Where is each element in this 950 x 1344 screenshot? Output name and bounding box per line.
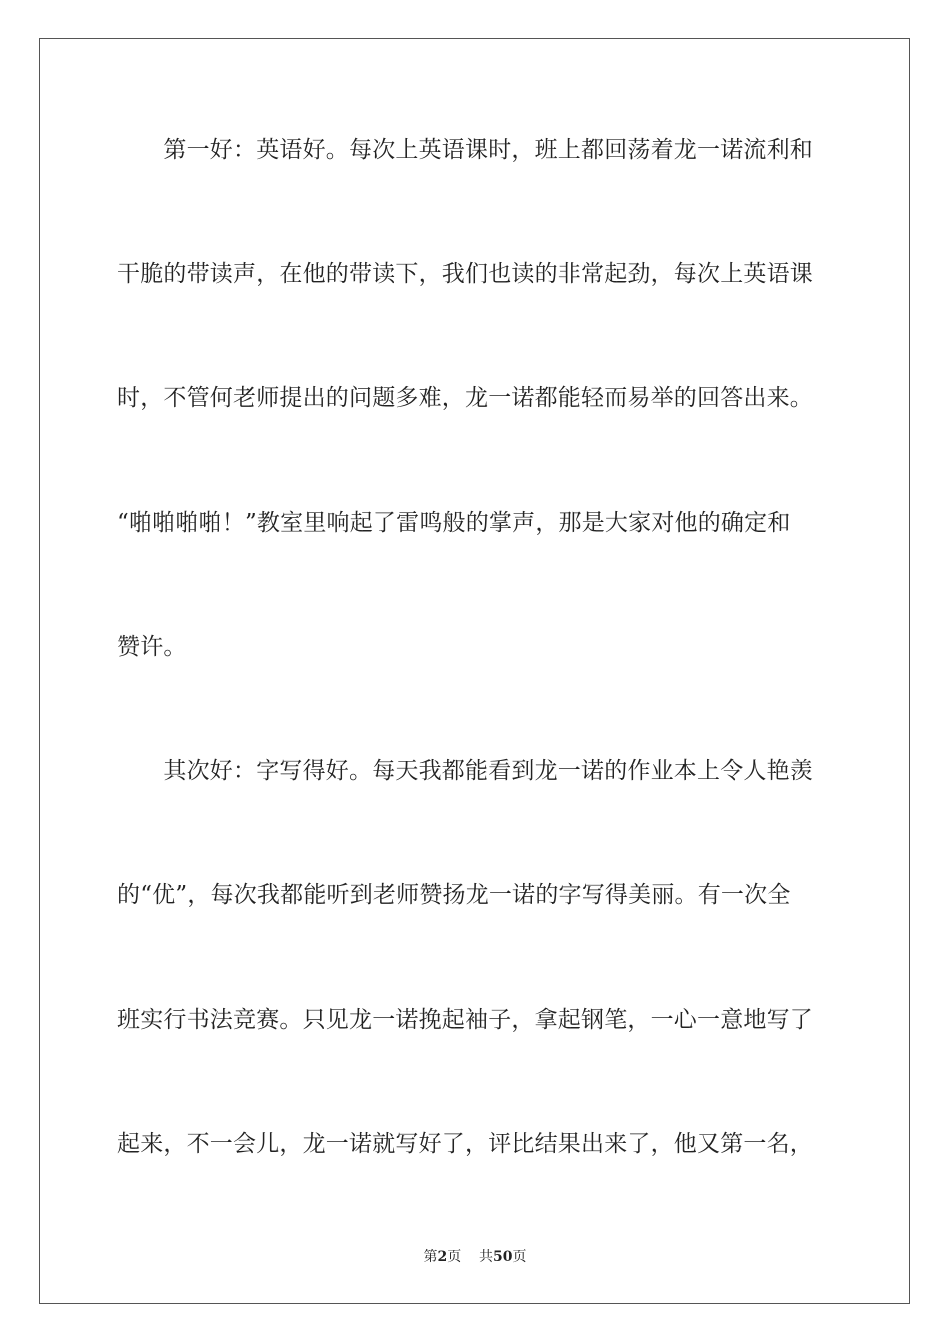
page-frame <box>39 38 910 1304</box>
text-line: 的“优”，每次我都能听到老师赞扬龙一诺的字写得美丽。有一次全 <box>117 882 791 908</box>
page-number: 2 <box>437 1249 448 1265</box>
page-footer <box>0 1248 950 1266</box>
text-line: 赞许。 <box>117 634 187 660</box>
text-line: 时，不管何老师提出的问题多难，龙一诺都能轻而易举的回答出来。 <box>117 385 813 411</box>
page-prefix: 第 <box>423 1249 438 1265</box>
text-line: 班实行书法竞赛。只见龙一诺挽起袖子，拿起钢笔，一心一意地写了 <box>117 1007 813 1033</box>
text-line: 第一好：英语好。每次上英语课时，班上都回荡着龙一诺流利和 <box>117 137 813 163</box>
page-suffix: 页 <box>447 1249 462 1265</box>
text-line: “啪啪啪啪！”教室里响起了雷鸣般的掌声，那是大家对他的确定和 <box>117 510 791 536</box>
total-prefix: 共 <box>479 1249 494 1265</box>
text-line: 起来，不一会儿，龙一诺就写好了，评比结果出来了，他又第一名， <box>117 1131 813 1157</box>
text-line: 干脆的带读声，在他的带读下，我们也读的非常起劲，每次上英语课 <box>117 261 813 287</box>
total-pages: 50 <box>493 1249 513 1265</box>
text-line: 其次好：字写得好。每天我都能看到龙一诺的作业本上令人艳羡 <box>117 758 813 784</box>
total-suffix: 页 <box>512 1249 527 1265</box>
